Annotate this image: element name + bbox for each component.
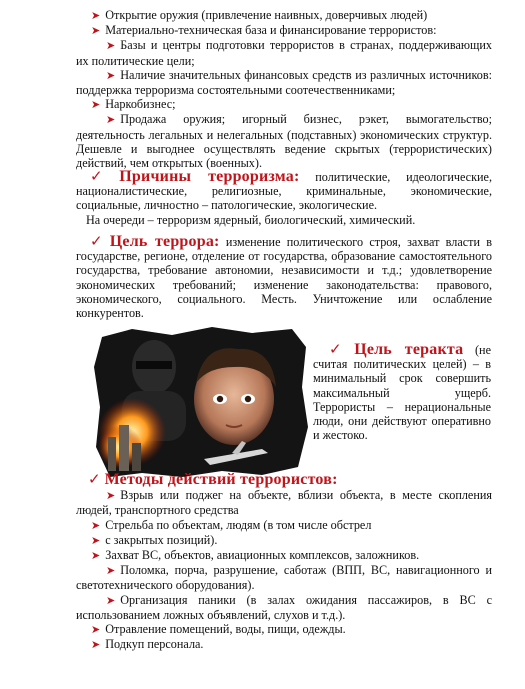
arrow-bullet-icon: ➤ bbox=[106, 489, 116, 503]
list-item: ➤ с закрытых позиций). bbox=[91, 532, 218, 547]
causes-text: националистические, религиозные, криминальные, экономические, социальные, личностно – патологические, экологические. bbox=[76, 184, 492, 213]
arrow-bullet-icon: ➤ bbox=[91, 623, 101, 637]
checkmark-icon: ✓ bbox=[90, 232, 106, 250]
list-item: ➤ Открытие оружия (привлечение наивных, доверчивых людей) bbox=[91, 8, 428, 22]
list-item: ➤ Отравление помещений, воды, пищи, одежды. bbox=[91, 622, 346, 637]
arrow-bullet-icon: ➤ bbox=[106, 593, 116, 607]
list-item: ➤ Продажа оружия; игорный бизнес, рэкет, вымогательство; деятельность легальных и нелегальных (подставных) экономических структур. Дешевле и выгоднее осуществлять ведение скрытых (террористических) действий, чем открытых (военных). bbox=[76, 112, 492, 171]
goal-terror-text-first: изменение политического строя, захват власти в bbox=[225, 235, 492, 249]
arrow-bullet-icon: ➤ bbox=[91, 549, 101, 563]
list-item: ➤ Базы и центры подготовки террористов в странах, поддерживающих их политические цели; bbox=[76, 38, 492, 68]
checkmark-icon: ✓ bbox=[329, 340, 351, 358]
causes-next-line: На очереди – терроризм ядерный, биологический, химический. bbox=[86, 212, 416, 227]
goal-terror-text: государстве, регионе, отделение от государства, образование самостоятельного государства, требование автономии, независимости и т.д.; удовлетворение экономических требований; изменение законодательства: правового, экономического, социального. Месть. Уничтожение или ослабление конкурентов. bbox=[76, 249, 492, 321]
list-item: ➤ Захват ВС, объектов, авиационных комплексов, заложников. bbox=[91, 548, 420, 563]
causes-text-first: политические, идеологические, bbox=[315, 170, 492, 184]
list-item: ➤ Взрыв или поджег на объекте, вблизи объекта, в месте скопления людей, транспортного средства bbox=[76, 488, 492, 518]
arrow-bullet-icon: ➤ bbox=[91, 533, 101, 547]
methods-heading: Методы действий террористов: bbox=[104, 471, 338, 488]
checkmark-icon: ✓ bbox=[88, 470, 101, 488]
causes-heading: Причины терроризма: bbox=[119, 168, 300, 185]
list-item: ➤ Поломка, порча, разрушение, саботаж (ВПП, ВС, навигационного и светотехнического оборудования). bbox=[76, 563, 492, 593]
list-item: ➤ Подкуп персонала. bbox=[91, 637, 204, 652]
goal-terror-section bbox=[76, 234, 492, 320]
arrow-bullet-icon: ➤ bbox=[91, 9, 101, 22]
causes-section bbox=[76, 169, 492, 227]
goal-terror-heading: Цель террора: bbox=[109, 233, 220, 250]
goal-act-section bbox=[313, 342, 491, 442]
list-item: ➤ Наркобизнес; bbox=[91, 97, 176, 112]
arrow-bullet-icon: ➤ bbox=[91, 24, 101, 38]
illustration-image bbox=[92, 327, 310, 479]
list-item: ➤ Стрельба по объектам, людям (в том числе обстрел bbox=[91, 517, 372, 532]
checkmark-icon: ✓ bbox=[90, 167, 116, 185]
list-item: ➤ Наличие значительных финансовых средств из различных источников: поддержка терроризма состоятельными соотечественниками; bbox=[76, 67, 492, 98]
goal-act-heading: Цель теракта bbox=[354, 341, 464, 358]
intro-list bbox=[76, 8, 492, 170]
list-item: ➤ Материально-техническая база и финансирование террористов: bbox=[91, 23, 437, 38]
arrow-bullet-icon: ➤ bbox=[91, 638, 101, 652]
methods-section bbox=[76, 472, 492, 652]
arrow-bullet-icon: ➤ bbox=[106, 39, 116, 53]
arrow-bullet-icon: ➤ bbox=[91, 98, 101, 112]
arrow-bullet-icon: ➤ bbox=[106, 564, 116, 578]
goal-act-text: (не считая политических целей) – в минимальный срок совершить максимальный ущерб. Террористы – нерациональные люди, они действуют оперативно и жестоко. bbox=[313, 343, 491, 443]
terrorism-illustration bbox=[92, 327, 310, 479]
list-item: ➤ Организация паники (в залах ожидания пассажиров, в ВС с использованием ложных объявлений, слухов и т.д.). bbox=[76, 592, 492, 622]
arrow-bullet-icon: ➤ bbox=[106, 113, 116, 127]
arrow-bullet-icon: ➤ bbox=[91, 518, 101, 532]
arrow-bullet-icon: ➤ bbox=[106, 68, 116, 82]
